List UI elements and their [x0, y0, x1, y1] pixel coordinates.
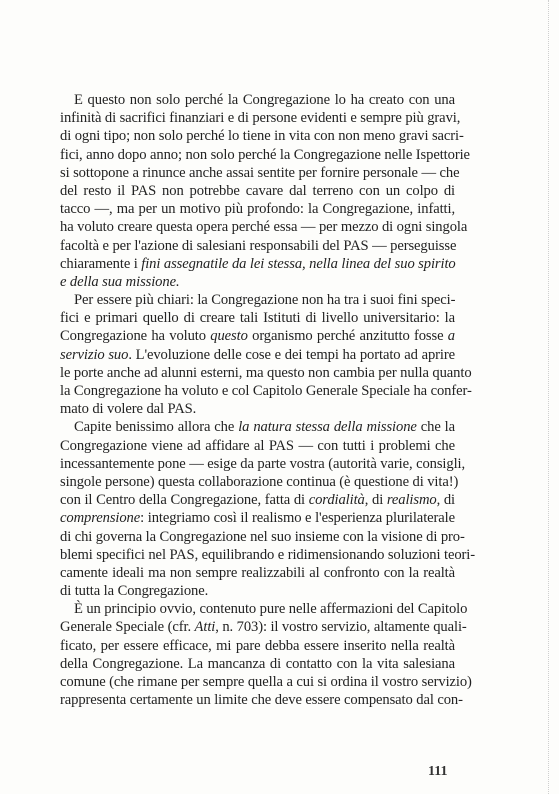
text-line	[60, 127, 464, 145]
text-line	[60, 546, 475, 564]
text-run: ficato, per essere efficace, mi pare debba essere inserito nella realtà	[60, 637, 455, 654]
text-line	[60, 218, 468, 236]
text-line	[60, 437, 455, 455]
text-line	[60, 382, 472, 400]
italic-text: a	[447, 328, 455, 345]
italic-text: cordialità	[308, 492, 365, 509]
text-line	[60, 237, 455, 255]
text-run: È un principio ovvio, contenuto pure nelle affermazioni del Capitolo	[74, 601, 468, 618]
italic-text: Atti	[194, 619, 216, 636]
text-run: comune (che rimane per sempre quella a cui si ordina il vostro servizio)	[60, 674, 472, 690]
text-run: , di	[436, 492, 456, 509]
text-line	[60, 255, 455, 273]
text-run: Capite benissimo allora che	[74, 419, 239, 436]
italic-text: servizio suo	[60, 346, 129, 363]
text-run: che la	[416, 419, 455, 436]
text-line	[60, 564, 455, 582]
italic-text: realismo	[386, 492, 437, 509]
text-line	[60, 346, 455, 364]
text-line	[60, 673, 472, 691]
text-run: infinità di sacrifici finanziari e di persone evidenti e sempre più gravi,	[60, 110, 461, 127]
text-run: ha voluto creare questa opera perché essa — per mezzo di ogni singola	[60, 219, 468, 236]
text-run: , n. 703): il vostro servizio, altamente quali-	[215, 619, 467, 636]
text-run: chiaramente i	[60, 255, 142, 272]
text-line	[60, 600, 468, 618]
text-line	[60, 637, 455, 655]
italic-text: fini assegnatile da lei stessa, nella linea del suo spirito	[141, 255, 456, 272]
text-run: Generale Speciale (cfr.	[60, 619, 195, 636]
text-run: di chi governa la Congregazione nel suo insieme con la visione di pro-	[60, 528, 465, 545]
text-run: Congregazione viene ad affidare al PAS — con tutti i problemi che	[60, 437, 455, 454]
text-run: fici, anno dopo anno; non solo perché la Congregazione nelle Ispettorie	[60, 146, 470, 163]
text-line	[60, 400, 455, 418]
text-line	[60, 109, 461, 127]
text-run: della Congregazione. La mancanza di contatto con la vita salesiana	[60, 655, 455, 672]
text-line	[60, 455, 466, 473]
text-line	[60, 655, 455, 673]
text-run: : integriamo così il realismo e l'esperienza plurilaterale	[140, 510, 455, 527]
text-line	[60, 146, 470, 164]
text-run: E questo non solo perché la Congregazione lo ha creato con una	[74, 92, 455, 108]
text-run: , di	[364, 492, 387, 509]
text-run: fici e primari quello di creare tali Istituti di livello universitario: la	[60, 310, 455, 327]
text-run: del resto il PAS non potrebbe cavare dal terreno con un colpo di	[60, 182, 455, 199]
text-run: camente ideali ma non sempre realizzabili al confronto con la realtà	[60, 564, 455, 581]
text-run: di ogni tipo; non solo perché lo tiene in vita con non meno gravi sacri-	[60, 128, 464, 145]
text-line	[60, 491, 455, 509]
text-run: mato di volere dal PAS.	[60, 401, 197, 418]
text-line	[60, 418, 455, 436]
page-edge	[548, 0, 550, 794]
italic-text: comprensione	[60, 510, 141, 527]
text-line	[60, 618, 467, 636]
text-line	[60, 291, 455, 309]
text-line	[60, 91, 455, 109]
text-run: di tutta la Congregazione.	[60, 583, 209, 600]
text-run: rappresenta certamente un limite che deve essere compensato dal con-	[60, 692, 463, 709]
text-line	[60, 509, 455, 527]
text-line	[60, 528, 465, 546]
text-run: facoltà e per l'azione di salesiani responsabili del PAS — perseguisse	[60, 237, 457, 254]
body-text	[60, 91, 475, 709]
text-line	[60, 182, 455, 200]
text-line	[60, 273, 455, 291]
text-run: le porte anche ad alunni esterni, ma questo non cambia per nulla quanto	[60, 364, 472, 381]
italic-text: la natura stessa della missione	[238, 419, 417, 436]
text-run: Congregazione ha voluto	[60, 328, 211, 345]
text-line	[60, 309, 455, 327]
italic-text: e della sua missione.	[60, 273, 180, 290]
text-line	[60, 327, 455, 345]
text-run: incessantemente pone — esige da parte vostra (autorità varie, consigli,	[60, 455, 466, 472]
text-run: la Congregazione ha voluto e col Capitolo Generale Speciale ha confer-	[60, 383, 472, 399]
text-run: con il Centro della Congregazione, fatta di	[60, 492, 309, 509]
text-line	[60, 691, 463, 709]
text-run: tacco —, ma per un motivo più profondo: la Congregazione, infatti,	[60, 201, 455, 218]
text-run: . L'evoluzione delle cose e dei tempi ha portato ad aprire	[128, 346, 455, 363]
text-run: blemi specifici nel PAS, equilibrando e ridimensionando soluzioni teori-	[60, 546, 475, 563]
text-line	[60, 200, 455, 218]
italic-text: questo	[210, 328, 248, 345]
text-line	[60, 473, 459, 491]
text-line	[60, 582, 455, 600]
text-line	[60, 364, 472, 382]
text-run: Per essere più chiari: la Congregazione non ha tra i suoi fini speci-	[74, 292, 456, 309]
text-run: singole persone) questa collaborazione continua (è questione di vita!)	[60, 473, 459, 490]
text-line	[60, 164, 460, 182]
page-number: 111	[428, 764, 448, 779]
text-run: si sottopone a rinunce anche assai sentite per fornire personale — che	[60, 164, 460, 181]
text-run: organismo perché anzitutto fosse	[247, 328, 448, 345]
